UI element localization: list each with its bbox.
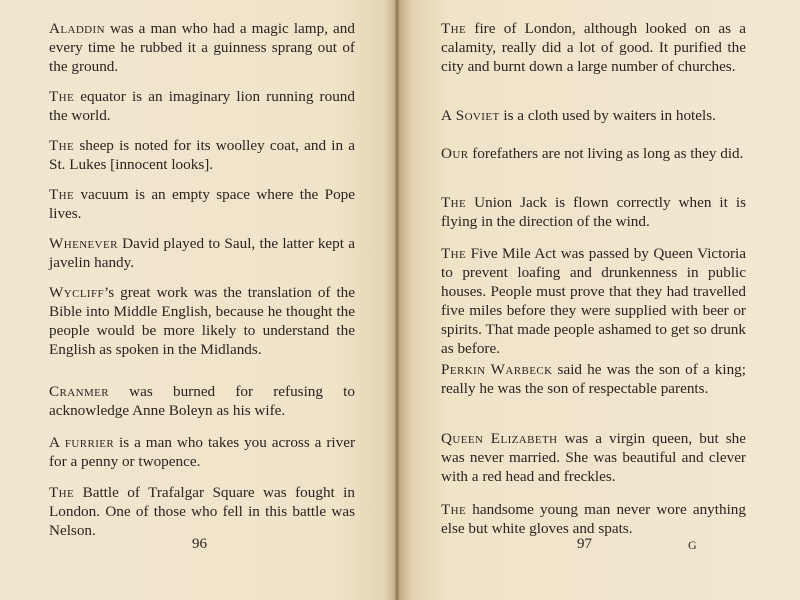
entry-lead: Aladdin xyxy=(49,20,105,38)
entry-forefathers xyxy=(441,144,746,163)
entry-perkin-warbeck xyxy=(441,360,746,398)
entry-lead: Our xyxy=(441,145,469,163)
entry-lead: Cranmer xyxy=(49,383,109,401)
entry-text: was burned for refusing to acknowledge Anne Boleyn as his wife. xyxy=(49,383,355,420)
entry-vacuum xyxy=(49,185,355,223)
entry-lead: Perkin Warbeck xyxy=(441,361,553,379)
entry-text: sheep is noted for its woolley coat, and in a St. Lukes [innocent looks]. xyxy=(49,137,355,174)
entry-text: said he was the son of a king; really he was the son of respectable parents. xyxy=(441,361,746,398)
entry-sheep xyxy=(49,136,355,174)
entry-david xyxy=(49,234,355,272)
entry-lead: The xyxy=(441,245,467,263)
entry-text: David played to Saul, the latter kept a javelin handy. xyxy=(49,235,355,272)
entry-text: equator is an imaginary lion running round the world. xyxy=(49,88,355,125)
entry-fire-of-london xyxy=(441,19,746,76)
entry-lead: The xyxy=(441,501,467,519)
entry-aladdin xyxy=(49,19,355,76)
entry-text: was a man who had a magic lamp, and every time he rubbed it a guinness sprang out of the ground. xyxy=(49,20,355,76)
entry-lead: Whenever xyxy=(49,235,118,253)
entry-text: vacuum is an empty space where the Pope lives. xyxy=(49,186,355,223)
entry-lead: Queen Elizabeth xyxy=(441,430,558,448)
entry-lead: The xyxy=(49,186,75,204)
entry-text: forefathers are not living as long as they did. xyxy=(468,145,744,163)
signature-mark: G xyxy=(688,538,698,552)
right-page xyxy=(405,0,800,600)
entry-soviet xyxy=(441,106,746,125)
page-number: 96 xyxy=(192,536,207,552)
entry-equator xyxy=(49,87,355,125)
entry-lead: The xyxy=(441,194,467,212)
entry-five-mile-act xyxy=(441,244,746,358)
entry-lead: Wycliff xyxy=(49,284,105,302)
entry-furrier xyxy=(49,433,355,471)
entry-cranmer xyxy=(49,382,355,420)
entry-lead: A furrier xyxy=(49,434,115,452)
entry-text: Battle of Trafalgar Square was fought in London. One of those who fell in this battle was Nelson. xyxy=(49,484,355,540)
entry-queen-elizabeth xyxy=(441,429,746,486)
entry-lead: The xyxy=(49,137,75,155)
entry-text: is a cloth used by waiters in hotels. xyxy=(499,107,716,125)
left-page xyxy=(0,0,395,600)
entry-lead: A Soviet xyxy=(441,107,500,125)
entry-text: is a man who takes you across a river for a penny or twopence. xyxy=(49,434,356,471)
entry-lead: The xyxy=(49,88,75,106)
entry-handsome-young-man xyxy=(441,500,746,538)
entry-union-jack xyxy=(441,193,746,231)
entry-text: Union Jack is flown correctly when it is flying in the direction of the wind. xyxy=(441,194,746,231)
entry-text: was a virgin queen, but she was never married. She was beautiful and clever with a red head and freckles. xyxy=(441,430,746,486)
entry-wycliff xyxy=(49,283,355,359)
entry-lead: The xyxy=(441,20,467,38)
entry-text: fire of London, although looked on as a calamity, really did a lot of good. It purified the city and burnt down a large number of churches. xyxy=(441,20,746,76)
entry-text: Five Mile Act was passed by Queen Victoria to prevent loafing and drunkenness in public houses. People must prove that they had travelled five miles before they were supplied with beer or spirits. That made people ashamed to get so drunk as before. xyxy=(441,245,746,358)
entry-trafalgar xyxy=(49,483,355,540)
entry-text: ’s great work was the translation of the Bible into Middle English, because he thought the people would be more likely to understand the English as spoken in the Midlands. xyxy=(49,284,355,359)
entry-text: handsome young man never wore anything else but white gloves and spats. xyxy=(441,501,746,538)
entry-lead: The xyxy=(49,484,75,502)
page-number: 97 xyxy=(577,536,592,552)
